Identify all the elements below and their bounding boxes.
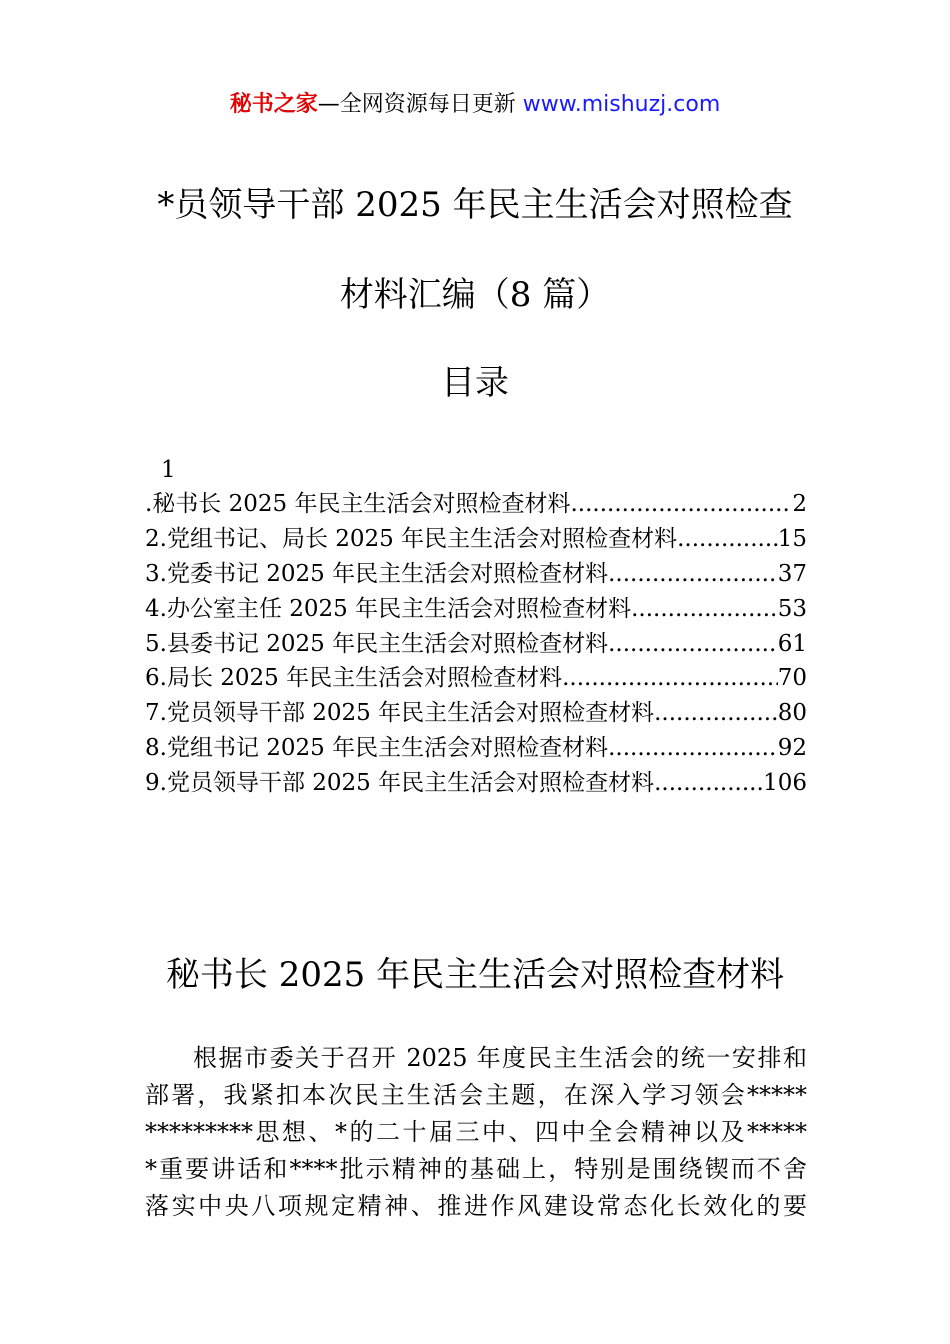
toc-leader-dots [654,766,763,801]
toc-entry-title: 4.办公室主任 2025 年民主生活会对照检查材料 [145,595,632,622]
toc-entry-page: 53 [777,595,807,622]
body-line: *********思想、*的二十届三中、四中全会精神以及***** [145,1118,807,1146]
toc-entry-title: 7.党员领导干部 2025 年民主生活会对照检查材料 [145,700,655,727]
toc-entry[interactable] [145,522,807,557]
toc-leader-dots [608,731,778,766]
toc-entry[interactable] [145,627,807,662]
toc-leader-dots [631,592,778,627]
body-line: 根据市委关于召开 2025 年度民主生活会的统一安排和 [193,1044,807,1072]
header-slogan: —全网资源每日更新 [317,92,523,117]
document-title-line-2: 材料汇编（8 篇） [339,275,611,315]
toc-entry[interactable] [145,557,807,592]
toc-entry-title: 2.党组书记、局长 2025 年民主生活会对照检查材料 [145,525,678,552]
toc-entry-page: 2 [792,491,807,517]
site-header [0,88,950,122]
body-line: 部署，我紧扣本次民主生活会主题，在深入学习领会***** [145,1081,807,1109]
toc-entry[interactable] [145,731,807,766]
toc-leader-dots [654,696,778,731]
toc-leader-dots [677,522,778,557]
toc-leader-dots [570,487,792,522]
toc-entry-page: 15 [777,525,807,552]
body-line: *重要讲话和****批示精神的基础上，特别是围绕锲而不舍 [145,1155,807,1183]
toc-entry-title: 6.局长 2025 年民主生活会对照检查材料 [145,665,563,692]
toc-entry-page: 92 [777,735,807,762]
toc-entry-page: 37 [777,560,807,587]
body-paragraph [145,1040,807,1225]
site-url-link[interactable]: www.mishuzj.com [522,92,721,117]
toc-entry-page: 61 [777,630,807,657]
toc-entry-title: 5.县委书记 2025 年民主生活会对照检查材料 [145,630,609,657]
toc-entry[interactable] [145,661,807,696]
toc-entry-page: 106 [763,770,807,797]
toc-entry-title: 3.党委书记 2025 年民主生活会对照检查材料 [145,560,609,587]
toc-entry[interactable] [145,766,807,801]
toc-leader-dots [608,557,778,592]
toc-entry-title: .秘书长 2025 年民主生活会对照检查材料 [145,491,571,517]
section-title: 秘书长 2025 年民主生活会对照检查材料 [165,955,785,995]
toc-entry-page: 80 [777,700,807,727]
toc-leader-dots [608,627,778,662]
body-line: 落实中央八项规定精神、推进作风建设常态化长效化的要 [145,1192,807,1220]
table-of-contents [145,453,807,801]
brand-name: 秘书之家 [229,92,318,117]
toc-entry[interactable] [145,592,807,627]
toc-entry[interactable] [145,487,807,522]
toc-entry-title: 9.党员领导干部 2025 年民主生活会对照检查材料 [145,770,655,797]
toc-heading: 目录 [441,363,509,403]
toc-first-number: 1 [161,457,176,483]
document-title [95,160,855,340]
toc-entry-page: 70 [777,665,807,692]
toc-entry[interactable] [145,696,807,731]
toc-leader-dots [562,661,778,696]
document-title-line-1: *员领导干部 2025 年民主生活会对照检查 [157,185,793,225]
toc-entry-title: 8.党组书记 2025 年民主生活会对照检查材料 [145,735,609,762]
